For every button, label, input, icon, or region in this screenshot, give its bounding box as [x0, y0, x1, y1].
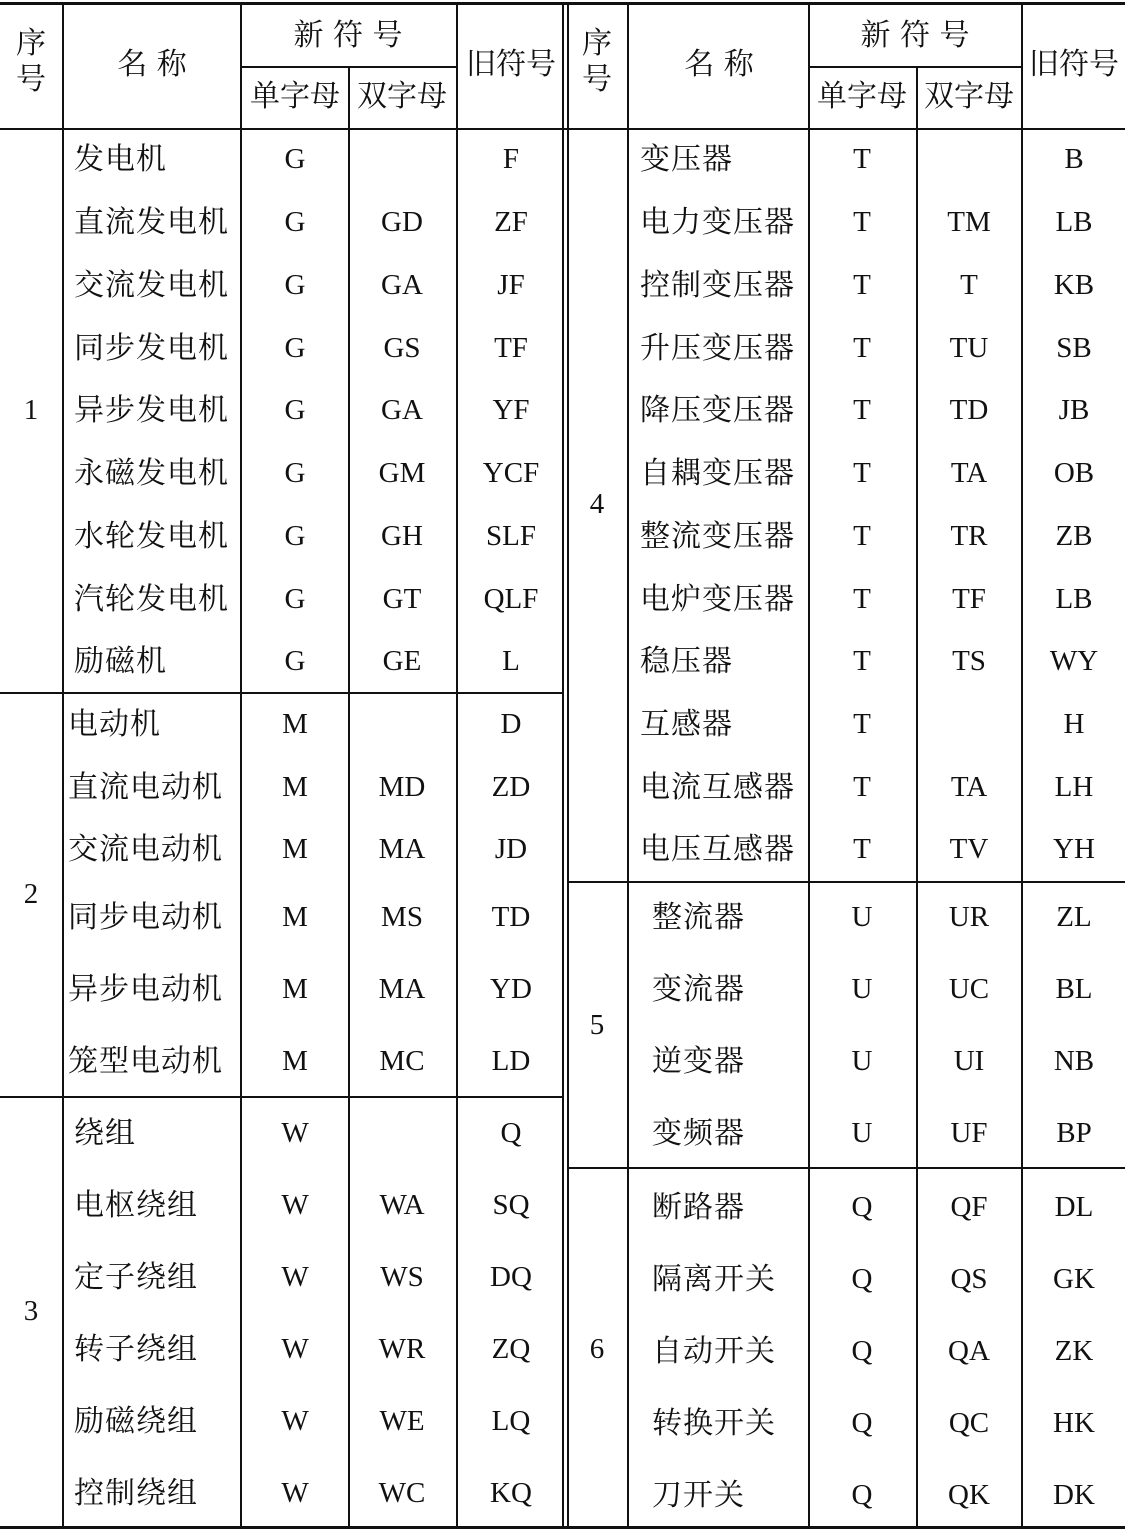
row-old-symbol-right: H: [1063, 708, 1085, 740]
row-single-letter-left: M: [282, 973, 308, 1005]
row-single-letter-right: T: [853, 457, 871, 489]
row-name-left: 励磁机: [74, 644, 167, 679]
row-double-letter-right: TF: [952, 583, 986, 615]
row-name-left: 电动机: [68, 707, 161, 742]
header-seq-right: 序号: [582, 26, 612, 97]
row-name-right: 稳压器: [640, 644, 733, 679]
row-single-letter-left: M: [282, 708, 308, 740]
row-single-letter-left: G: [284, 332, 306, 364]
row-single-letter-right: U: [851, 1117, 873, 1149]
row-name-right: 断路器: [652, 1190, 745, 1225]
row-old-symbol-right: KB: [1053, 269, 1095, 301]
row-single-letter-right: T: [853, 771, 871, 803]
row-old-symbol-right: LB: [1055, 206, 1093, 238]
row-name-right: 隔离开关: [652, 1262, 776, 1297]
row-double-letter-left: GD: [381, 206, 423, 238]
row-old-symbol-left: QLF: [483, 583, 539, 615]
row-double-letter-right: TD: [949, 394, 989, 426]
row-name-right: 控制变压器: [640, 268, 795, 303]
table-rule-horizontal: [0, 1096, 563, 1098]
row-old-symbol-right: NB: [1053, 1045, 1095, 1077]
row-double-letter-right: TS: [952, 645, 986, 677]
row-old-symbol-left: KQ: [490, 1477, 532, 1509]
row-old-symbol-left: SLF: [486, 520, 536, 552]
row-name-left: 笼型电动机: [68, 1044, 223, 1079]
row-old-symbol-left: JF: [497, 269, 525, 301]
row-name-left: 直流发电机: [74, 205, 229, 240]
row-old-symbol-right: BP: [1056, 1117, 1092, 1149]
header-new-symbol-left: 新 符 号: [293, 18, 403, 53]
row-old-symbol-left: ZD: [491, 771, 531, 803]
row-single-letter-right: T: [853, 269, 871, 301]
row-name-left: 交流电动机: [68, 832, 223, 867]
table-rule-horizontal: [567, 1167, 1125, 1169]
row-name-right: 整流器: [652, 900, 745, 935]
row-old-symbol-left: TD: [491, 901, 531, 933]
row-old-symbol-right: ZL: [1056, 901, 1092, 933]
row-name-right: 电流互感器: [640, 770, 795, 805]
row-single-letter-right: T: [853, 645, 871, 677]
table-rule-horizontal: [0, 692, 563, 694]
header-single-letter-right: 单字母: [817, 79, 907, 114]
row-name-left: 异步发电机: [74, 393, 229, 428]
row-single-letter-right: U: [851, 973, 873, 1005]
group-number-right: 5: [589, 1009, 605, 1041]
row-name-right: 变压器: [640, 142, 733, 177]
row-old-symbol-right: LB: [1055, 583, 1093, 615]
row-name-left: 直流电动机: [68, 770, 223, 805]
row-name-right: 互感器: [640, 707, 733, 742]
row-name-left: 同步发电机: [74, 331, 229, 366]
row-double-letter-left: WR: [378, 1333, 426, 1365]
row-name-right: 自耦变压器: [640, 456, 795, 491]
header-name-right: 名 称: [684, 47, 754, 82]
row-single-letter-left: G: [284, 457, 306, 489]
header-old-symbol-left: 旧符号: [466, 47, 556, 82]
row-old-symbol-right: BL: [1055, 973, 1093, 1005]
row-double-letter-left: MA: [378, 833, 426, 865]
row-single-letter-right: Q: [851, 1407, 873, 1439]
row-double-letter-left: GA: [381, 394, 423, 426]
group-number-right: 6: [589, 1333, 605, 1365]
row-double-letter-left: WS: [380, 1261, 424, 1293]
row-double-letter-left: GH: [381, 520, 423, 552]
row-double-letter-right: QA: [948, 1335, 990, 1367]
row-single-letter-right: T: [853, 206, 871, 238]
row-old-symbol-right: JB: [1058, 394, 1090, 426]
table-rule-vertical: [348, 66, 350, 1528]
row-double-letter-right: UI: [953, 1045, 985, 1077]
row-single-letter-right: Q: [851, 1335, 873, 1367]
table-rule-vertical: [808, 2, 810, 1528]
row-old-symbol-left: Q: [500, 1117, 522, 1149]
row-name-right: 变流器: [652, 972, 745, 1007]
row-single-letter-left: G: [284, 143, 306, 175]
header-seq-left: 序号: [16, 26, 46, 97]
row-old-symbol-right: ZK: [1054, 1335, 1094, 1367]
row-double-letter-right: TA: [950, 457, 988, 489]
row-name-left: 控制绕组: [74, 1476, 198, 1511]
table-rule-vertical: [562, 2, 564, 1528]
row-old-symbol-left: YF: [492, 394, 530, 426]
row-double-letter-right: QS: [950, 1263, 988, 1295]
row-name-left: 定子绕组: [74, 1260, 198, 1295]
row-single-letter-left: W: [281, 1333, 309, 1365]
row-name-left: 交流发电机: [74, 268, 229, 303]
header-double-letter-right: 双字母: [924, 79, 1014, 114]
row-old-symbol-left: YD: [490, 973, 532, 1005]
row-single-letter-right: T: [853, 708, 871, 740]
row-double-letter-left: WC: [378, 1477, 426, 1509]
table-rule-vertical: [916, 66, 918, 1528]
row-name-left: 汽轮发电机: [74, 582, 229, 617]
row-name-left: 励磁绕组: [74, 1404, 198, 1439]
row-old-symbol-left: L: [502, 645, 520, 677]
row-double-letter-right: TM: [947, 206, 991, 238]
row-single-letter-left: G: [284, 520, 306, 552]
header-old-symbol-right: 旧符号: [1029, 47, 1119, 82]
row-double-letter-right: T: [960, 269, 978, 301]
row-single-letter-left: G: [284, 206, 306, 238]
row-old-symbol-left: JD: [494, 833, 528, 865]
row-name-right: 电压互感器: [640, 832, 795, 867]
row-double-letter-right: QF: [950, 1191, 988, 1223]
row-single-letter-right: T: [853, 833, 871, 865]
row-name-right: 转换开关: [652, 1406, 776, 1441]
group-number-left: 1: [23, 394, 39, 426]
header-single-letter-left: 单字母: [250, 79, 340, 114]
row-double-letter-right: UC: [948, 973, 990, 1005]
row-single-letter-right: T: [853, 520, 871, 552]
row-name-right: 整流变压器: [640, 519, 795, 554]
row-name-right: 变频器: [652, 1116, 745, 1151]
row-name-left: 绕组: [74, 1116, 136, 1151]
row-old-symbol-right: HK: [1053, 1407, 1095, 1439]
row-double-letter-right: TA: [950, 771, 988, 803]
row-single-letter-right: U: [851, 1045, 873, 1077]
row-name-left: 电枢绕组: [74, 1188, 198, 1223]
row-single-letter-right: Q: [851, 1479, 873, 1511]
row-single-letter-left: M: [282, 771, 308, 803]
row-double-letter-right: QK: [948, 1479, 990, 1511]
row-double-letter-left: MC: [379, 1045, 425, 1077]
row-old-symbol-left: DQ: [490, 1261, 532, 1293]
row-double-letter-left: WA: [379, 1189, 425, 1221]
row-double-letter-left: GS: [383, 332, 421, 364]
row-old-symbol-right: WY: [1049, 645, 1099, 677]
row-single-letter-left: W: [281, 1261, 309, 1293]
header-new-symbol-right: 新 符 号: [860, 18, 970, 53]
table-rule-vertical: [1021, 2, 1023, 1528]
row-name-right: 刀开关: [652, 1478, 745, 1513]
row-single-letter-right: Q: [851, 1263, 873, 1295]
row-double-letter-left: WE: [379, 1405, 425, 1437]
row-single-letter-right: Q: [851, 1191, 873, 1223]
row-name-left: 异步电动机: [68, 972, 223, 1007]
row-old-symbol-left: SQ: [492, 1189, 530, 1221]
row-old-symbol-left: LD: [491, 1045, 531, 1077]
row-old-symbol-left: LQ: [491, 1405, 531, 1437]
row-double-letter-right: TR: [950, 520, 988, 552]
row-single-letter-right: T: [853, 583, 871, 615]
table-rule-vertical: [567, 2, 569, 1528]
row-single-letter-left: G: [284, 645, 306, 677]
row-single-letter-left: G: [284, 269, 306, 301]
row-old-symbol-right: GK: [1053, 1263, 1095, 1295]
row-double-letter-left: GT: [382, 583, 422, 615]
group-number-right: 4: [589, 488, 605, 520]
row-name-right: 升压变压器: [640, 331, 795, 366]
row-old-symbol-left: ZQ: [491, 1333, 531, 1365]
row-single-letter-right: T: [853, 332, 871, 364]
row-double-letter-left: GA: [381, 269, 423, 301]
row-name-left: 水轮发电机: [74, 519, 229, 554]
table-rule-vertical: [456, 2, 458, 1528]
table-rule-vertical: [627, 2, 629, 1528]
row-name-left: 发电机: [74, 142, 167, 177]
header-double-letter-left: 双字母: [357, 79, 447, 114]
row-old-symbol-left: TF: [494, 332, 528, 364]
row-name-right: 电力变压器: [640, 205, 795, 240]
row-old-symbol-left: D: [500, 708, 522, 740]
row-old-symbol-left: ZF: [494, 206, 528, 238]
row-name-right: 电炉变压器: [640, 582, 795, 617]
table-rule-vertical: [62, 2, 64, 1528]
row-double-letter-left: MA: [378, 973, 426, 1005]
row-single-letter-right: T: [853, 143, 871, 175]
row-single-letter-left: W: [281, 1117, 309, 1149]
table-rule-horizontal: [567, 881, 1125, 883]
row-name-right: 降压变压器: [640, 393, 795, 428]
row-old-symbol-right: DK: [1053, 1479, 1095, 1511]
row-old-symbol-right: B: [1064, 143, 1084, 175]
row-name-right: 逆变器: [652, 1044, 745, 1079]
row-single-letter-left: M: [282, 1045, 308, 1077]
row-single-letter-left: G: [284, 394, 306, 426]
row-double-letter-right: QC: [948, 1407, 990, 1439]
row-double-letter-left: GE: [382, 645, 422, 677]
row-name-left: 同步电动机: [68, 900, 223, 935]
row-old-symbol-left: YCF: [482, 457, 540, 489]
row-old-symbol-right: YH: [1053, 833, 1095, 865]
row-single-letter-right: T: [853, 394, 871, 426]
row-old-symbol-right: ZB: [1055, 520, 1093, 552]
row-double-letter-right: TU: [949, 332, 989, 364]
row-old-symbol-right: LH: [1054, 771, 1094, 803]
row-old-symbol-right: OB: [1053, 457, 1095, 489]
group-number-left: 2: [23, 878, 39, 910]
row-single-letter-left: M: [282, 833, 308, 865]
row-single-letter-left: W: [281, 1189, 309, 1221]
row-single-letter-right: U: [851, 901, 873, 933]
group-number-left: 3: [23, 1295, 39, 1327]
row-double-letter-right: UF: [950, 1117, 988, 1149]
row-old-symbol-right: DL: [1054, 1191, 1094, 1223]
row-double-letter-left: MD: [378, 771, 426, 803]
row-single-letter-left: W: [281, 1405, 309, 1437]
row-old-symbol-right: SB: [1056, 332, 1092, 364]
row-double-letter-right: UR: [948, 901, 990, 933]
row-single-letter-left: M: [282, 901, 308, 933]
row-name-right: 自动开关: [652, 1334, 776, 1369]
row-single-letter-left: G: [284, 583, 306, 615]
row-double-letter-left: MS: [381, 901, 423, 933]
row-single-letter-left: W: [281, 1477, 309, 1509]
row-double-letter-right: TV: [949, 833, 989, 865]
header-name-left: 名 称: [117, 47, 187, 82]
row-name-left: 转子绕组: [74, 1332, 198, 1367]
table-rule-vertical: [240, 2, 242, 1528]
row-double-letter-left: GM: [378, 457, 426, 489]
row-old-symbol-left: F: [502, 143, 520, 175]
row-name-left: 永磁发电机: [74, 456, 229, 491]
